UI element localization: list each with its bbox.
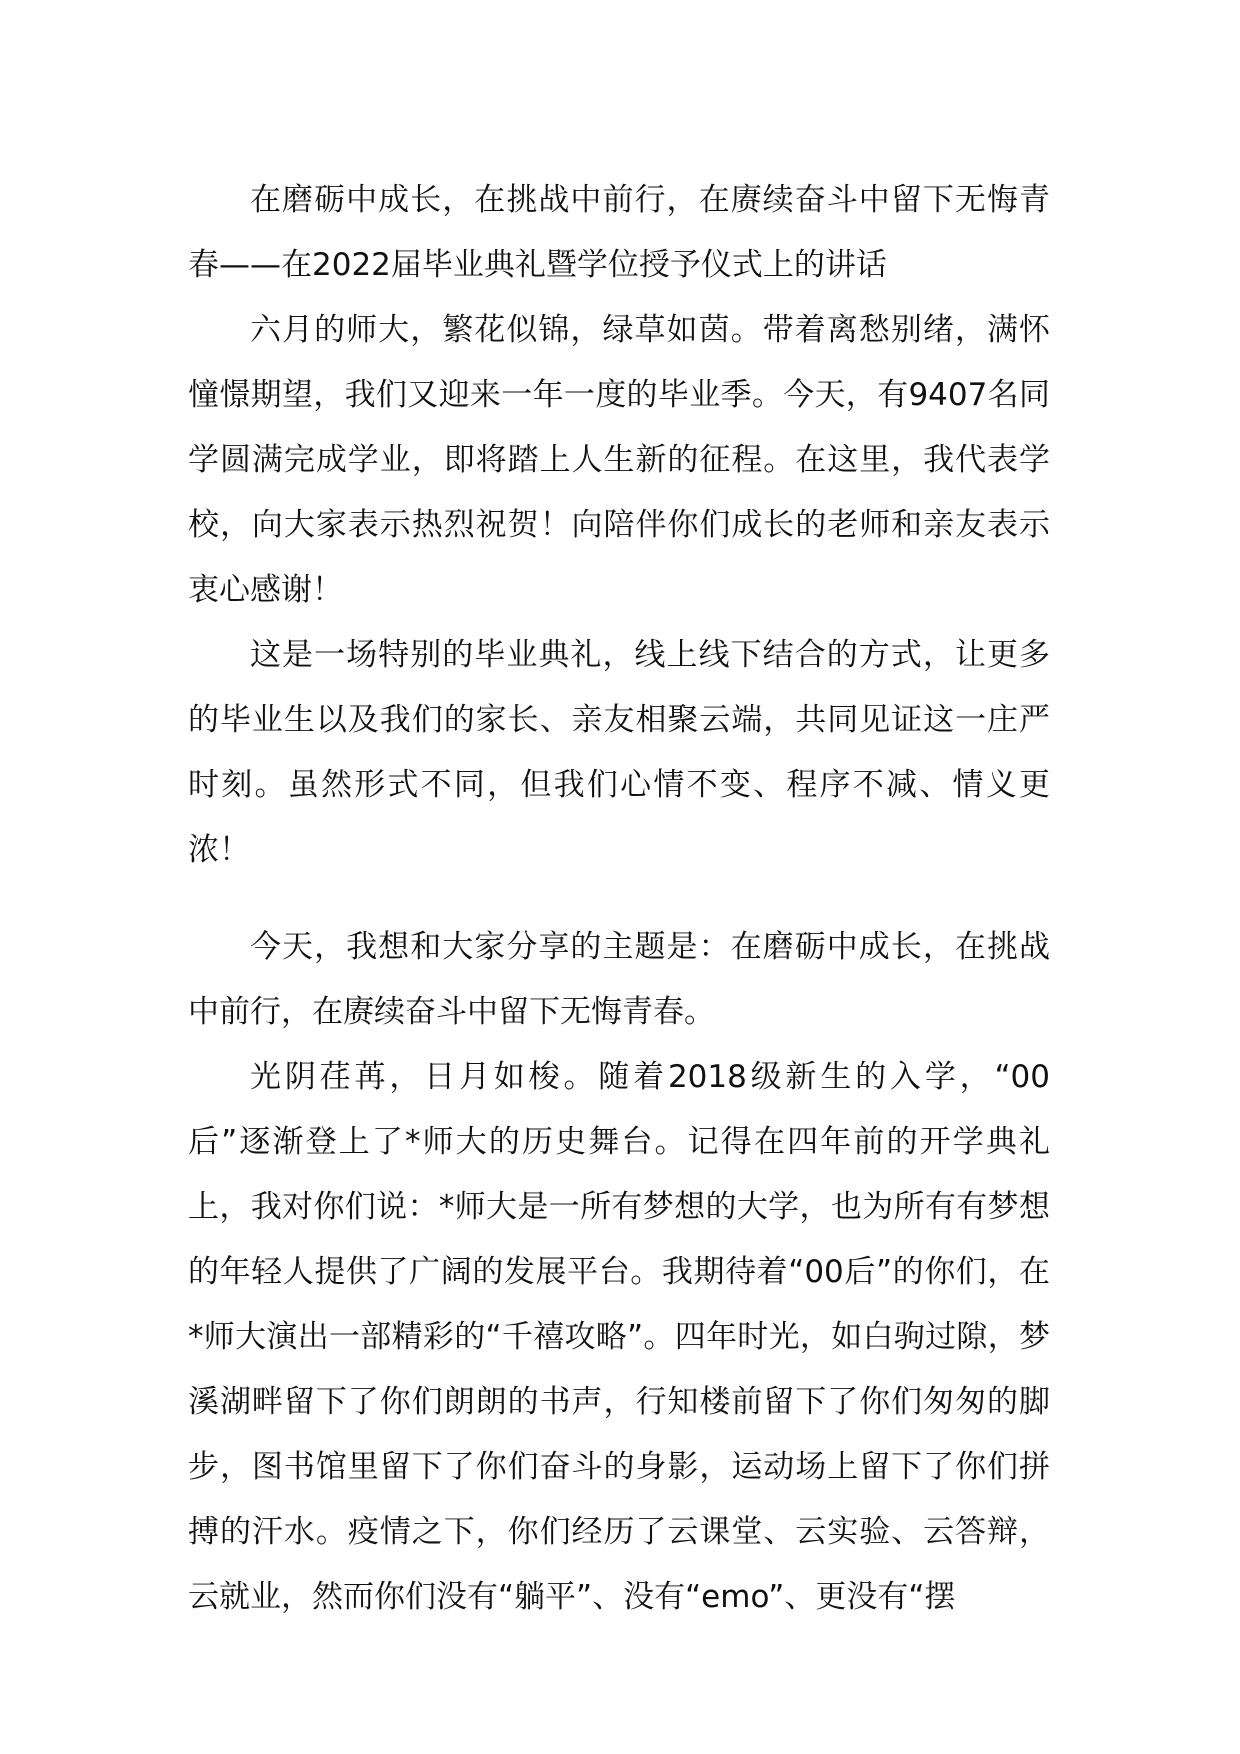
- paragraph-theme: 今天，我想和大家分享的主题是：在磨砺中成长，在挑战中前行，在赓续奋斗中留下无悔青春。: [188, 929, 1050, 1030]
- paragraph-opening: 六月的师大，繁花似锦，绿草如茵。带着离愁别绪，满怀憧憬期望，我们又迎来一年一度的毕业季。今天，有9407名同学圆满完成学业，即将踏上人生新的征程。在这里，我代表学校，向大家表示热烈祝贺！向陪伴你们成长的老师和亲友表示衷心感谢！: [188, 312, 1050, 608]
- document-body: [188, 168, 1050, 1630]
- paragraph-ceremony: 这是一场特别的毕业典礼，线上线下结合的方式，让更多的毕业生以及我们的家长、亲友相聚云端，共同见证这一庄严时刻。虽然形式不同，但我们心情不变、程序不减、情义更浓！: [188, 637, 1050, 868]
- document-title: 在磨砺中成长，在挑战中前行，在赓续奋斗中留下无悔青春——在2022届毕业典礼暨学位授予仪式上的讲话: [188, 182, 1050, 283]
- paragraph-memories: 光阴荏苒，日月如梭。随着2018级新生的入学，“00后”逐渐登上了*师大的历史舞台。记得在四年前的开学典礼上，我对你们说：*师大是一所有梦想的大学，也为所有有梦想的年轻人提供了广阔的发展平台。我期待着“00后”的你们，在*师大演出一部精彩的“千禧攻略”。四年时光，如白驹过隙，梦溪湖畔留下了你们朗朗的书声，行知楼前留下了你们匆匆的脚步，图书馆里留下了你们奋斗的身影，运动场上留下了你们拼搏的汗水。疫情之下，你们经历了云课堂、云实验、云答辩，云就业，然而你们没有“躺平”、没有“emo”、更没有“摆: [188, 1059, 1050, 1615]
